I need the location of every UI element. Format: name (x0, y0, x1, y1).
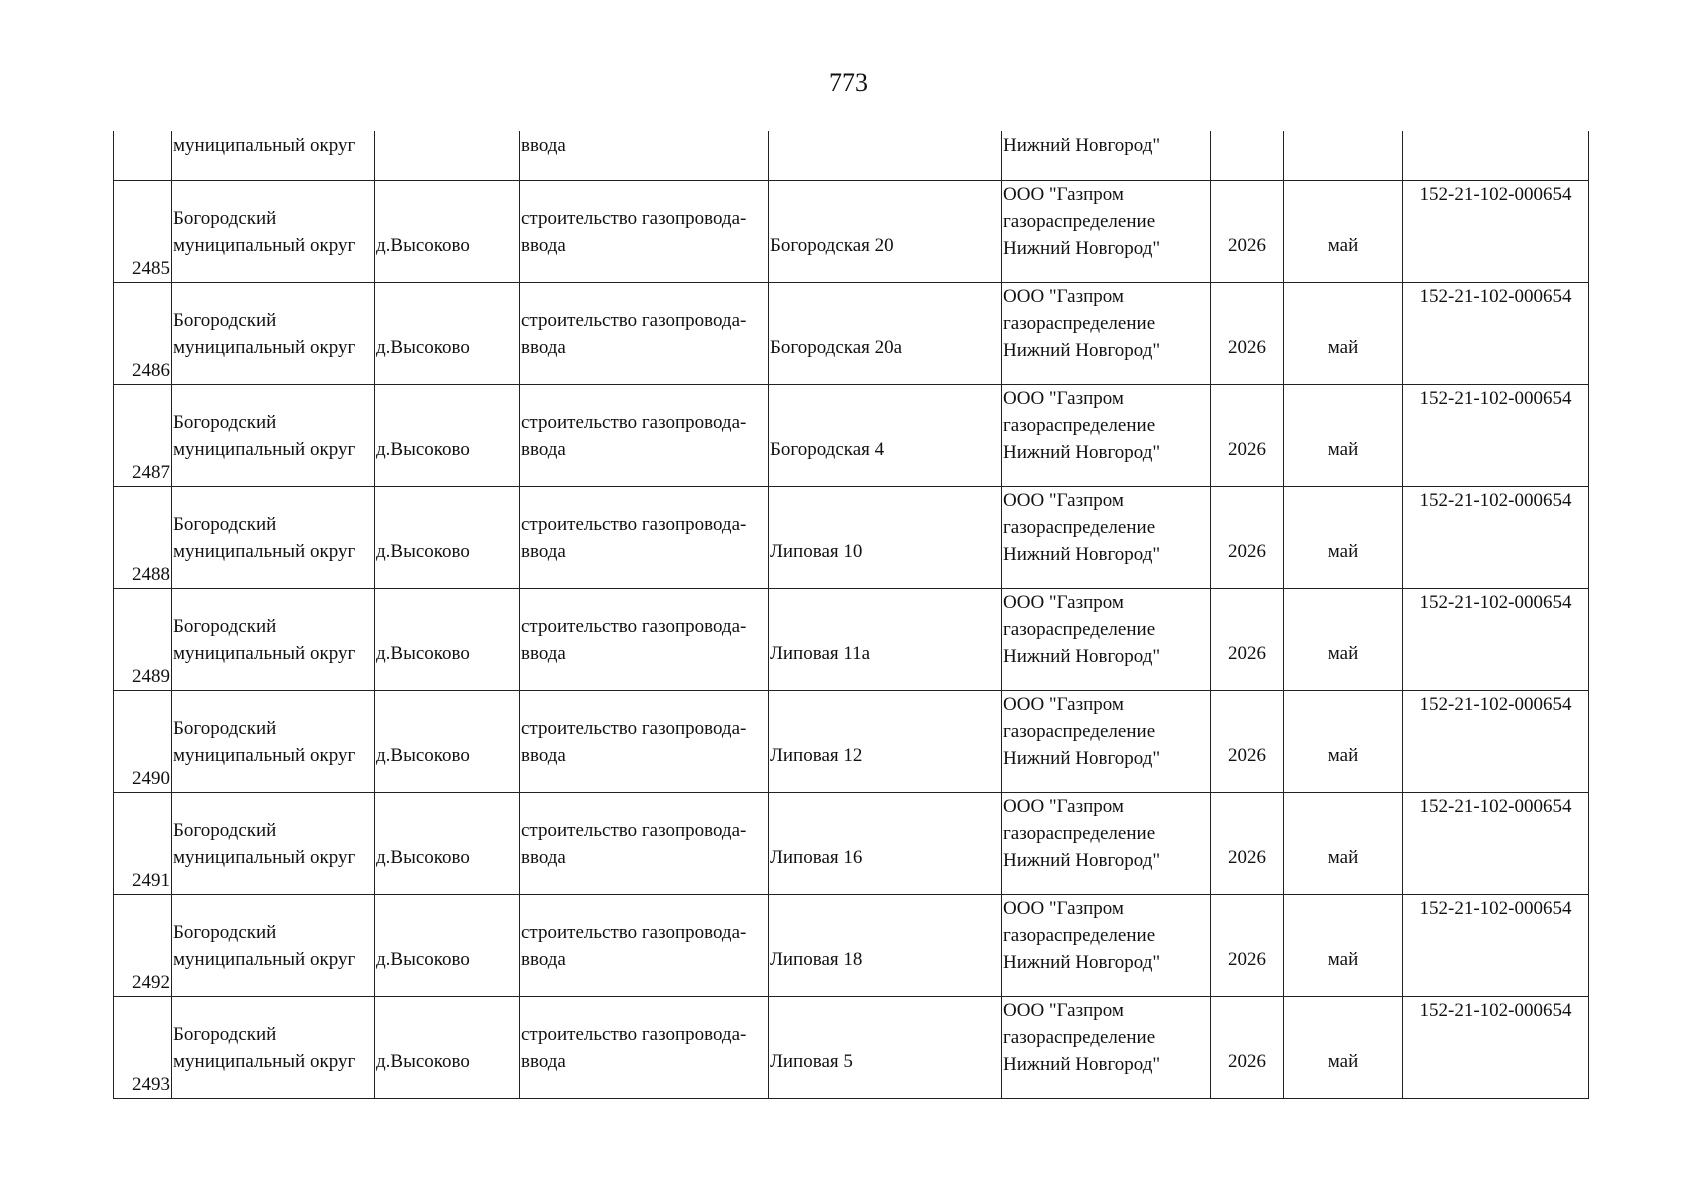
organization-cell (1002, 181, 1211, 283)
organization-line-2: газораспределение (1003, 721, 1156, 742)
address-cell (769, 691, 1002, 793)
table-row (114, 691, 1589, 793)
organization-cell (1002, 793, 1211, 895)
district-cell (172, 793, 375, 895)
locality-text: д.Высоково (376, 948, 470, 970)
row-number: 2489 (114, 589, 172, 691)
row-number: 2491 (114, 793, 172, 895)
year-cell (1211, 691, 1284, 793)
year-text: 2026 (1228, 336, 1266, 358)
work-type-cell (520, 589, 769, 691)
organization-cell (1002, 691, 1211, 793)
year-cell (1211, 283, 1284, 385)
address-cell (769, 895, 1002, 997)
locality-cell (375, 997, 520, 1099)
locality-text: д.Высоково (376, 846, 470, 868)
district-cell (172, 181, 375, 283)
district-line-1: Богородский (173, 1023, 277, 1045)
organization-line-2: газораспределение (1003, 313, 1156, 334)
locality-cell (375, 487, 520, 589)
work-type-line-2: ввода (521, 438, 566, 460)
work-type-line-1: строительство газопровода- (521, 207, 747, 229)
district-line-1: Богородский (173, 921, 277, 943)
cell-year (1211, 131, 1284, 181)
row-number: 2493 (114, 997, 172, 1099)
code-cell (1403, 283, 1589, 385)
row-number: 2485 (114, 181, 172, 283)
district-line-2: муниципальный округ (173, 1050, 356, 1072)
year-cell (1211, 793, 1284, 895)
district-line-2: муниципальный округ (173, 336, 356, 358)
organization-cell (1002, 589, 1211, 691)
row-number: 2490 (114, 691, 172, 793)
locality-cell (375, 589, 520, 691)
locality-cell (375, 895, 520, 997)
organization-line-1: ООО "Газпром (1003, 388, 1124, 409)
organization-line-2: газораспределение (1003, 925, 1156, 946)
organization-line-1: ООО "Газпром (1003, 184, 1124, 205)
year-cell (1211, 487, 1284, 589)
code-text: 152-21-102-000654 (1419, 490, 1572, 511)
year-cell (1211, 895, 1284, 997)
month-text: май (1327, 234, 1359, 256)
organization-line-2: газораспределение (1003, 619, 1156, 640)
work-type-line-2: ввода (521, 1050, 566, 1072)
address-cell (769, 385, 1002, 487)
row-number: 2492 (114, 895, 172, 997)
work-type-line: ввода (521, 135, 566, 156)
organization-line-2: газораспределение (1003, 415, 1156, 436)
work-type-line-1: строительство газопровода- (521, 819, 747, 841)
code-cell (1403, 997, 1589, 1099)
district-line-2: муниципальный округ (173, 438, 356, 460)
table-body (114, 131, 1589, 1099)
code-text: 152-21-102-000654 (1419, 1000, 1572, 1021)
month-text: май (1327, 744, 1359, 766)
locality-cell (375, 793, 520, 895)
cell-organization (1002, 131, 1211, 181)
district-cell (172, 997, 375, 1099)
locality-text: д.Высоково (376, 234, 470, 256)
organization-line: Нижний Новгород" (1003, 135, 1161, 156)
district-cell (172, 691, 375, 793)
address-cell (769, 997, 1002, 1099)
work-type-line-1: строительство газопровода- (521, 309, 747, 331)
year-cell (1211, 997, 1284, 1099)
month-text: май (1327, 1050, 1359, 1072)
organization-line-3: Нижний Новгород" (1003, 544, 1161, 565)
table-row (114, 895, 1589, 997)
address-cell (769, 589, 1002, 691)
locality-cell (375, 691, 520, 793)
address-cell (769, 283, 1002, 385)
code-text: 152-21-102-000654 (1419, 592, 1572, 613)
work-type-cell (520, 997, 769, 1099)
code-text: 152-21-102-000654 (1419, 694, 1572, 715)
month-cell (1284, 589, 1403, 691)
district-line-2: муниципальный округ (173, 846, 356, 868)
cell-num (114, 131, 172, 181)
locality-text: д.Высоково (376, 744, 470, 766)
month-cell (1284, 181, 1403, 283)
locality-cell (375, 181, 520, 283)
address-text: Липовая 11а (770, 642, 871, 664)
address-cell (769, 181, 1002, 283)
work-type-line-2: ввода (521, 948, 566, 970)
district-line-2: муниципальный округ (173, 642, 356, 664)
locality-text: д.Высоково (376, 642, 470, 664)
year-text: 2026 (1228, 438, 1266, 460)
organization-line-1: ООО "Газпром (1003, 592, 1124, 613)
year-cell (1211, 589, 1284, 691)
district-line: муниципальный округ (173, 135, 356, 156)
organization-cell (1002, 997, 1211, 1099)
code-cell (1403, 793, 1589, 895)
address-text: Липовая 10 (770, 540, 863, 562)
code-cell (1403, 895, 1589, 997)
organization-line-3: Нижний Новгород" (1003, 850, 1161, 871)
district-line-1: Богородский (173, 513, 277, 535)
district-line-1: Богородский (173, 819, 277, 841)
month-cell (1284, 487, 1403, 589)
organization-line-3: Нижний Новгород" (1003, 442, 1161, 463)
district-line-1: Богородский (173, 207, 277, 229)
work-type-line-1: строительство газопровода- (521, 1023, 747, 1045)
district-line-2: муниципальный округ (173, 234, 356, 256)
code-cell (1403, 385, 1589, 487)
row-number: 2487 (114, 385, 172, 487)
organization-line-3: Нижний Новгород" (1003, 646, 1161, 667)
month-text: май (1327, 642, 1359, 664)
row-number: 2486 (114, 283, 172, 385)
organization-line-2: газораспределение (1003, 211, 1156, 232)
work-type-line-2: ввода (521, 846, 566, 868)
address-cell (769, 487, 1002, 589)
organization-line-1: ООО "Газпром (1003, 490, 1124, 511)
address-text: Липовая 18 (770, 948, 863, 970)
month-text: май (1327, 948, 1359, 970)
code-cell (1403, 487, 1589, 589)
district-line-1: Богородский (173, 411, 277, 433)
work-type-line-2: ввода (521, 642, 566, 664)
address-text: Богородская 20 (770, 234, 894, 256)
gas-pipeline-schedule-table (113, 131, 1589, 1099)
code-text: 152-21-102-000654 (1419, 796, 1572, 817)
month-text: май (1327, 540, 1359, 562)
work-type-line-1: строительство газопровода- (521, 513, 747, 535)
organization-line-2: газораспределение (1003, 1027, 1156, 1048)
year-text: 2026 (1228, 948, 1266, 970)
district-line-2: муниципальный округ (173, 540, 356, 562)
year-text: 2026 (1228, 1050, 1266, 1072)
organization-cell (1002, 487, 1211, 589)
organization-line-2: газораспределение (1003, 823, 1156, 844)
work-type-line-2: ввода (521, 540, 566, 562)
district-line-1: Богородский (173, 615, 277, 637)
locality-cell (375, 385, 520, 487)
organization-line-2: газораспределение (1003, 517, 1156, 538)
month-cell (1284, 691, 1403, 793)
district-cell (172, 895, 375, 997)
organization-line-1: ООО "Газпром (1003, 898, 1124, 919)
organization-line-1: ООО "Газпром (1003, 1000, 1124, 1021)
continuation-row (114, 131, 1589, 181)
year-text: 2026 (1228, 846, 1266, 868)
work-type-cell (520, 487, 769, 589)
district-line-1: Богородский (173, 717, 277, 739)
cell-code (1403, 131, 1589, 181)
month-cell (1284, 895, 1403, 997)
code-cell (1403, 691, 1589, 793)
work-type-line-1: строительство газопровода- (521, 921, 747, 943)
cell-locality (375, 131, 520, 181)
district-cell (172, 385, 375, 487)
locality-cell (375, 283, 520, 385)
year-cell (1211, 181, 1284, 283)
organization-line-3: Нижний Новгород" (1003, 340, 1161, 361)
code-text: 152-21-102-000654 (1419, 286, 1572, 307)
district-line-2: муниципальный округ (173, 948, 356, 970)
organization-line-3: Нижний Новгород" (1003, 238, 1161, 259)
month-text: май (1327, 336, 1359, 358)
district-cell (172, 283, 375, 385)
organization-line-3: Нижний Новгород" (1003, 1054, 1161, 1075)
work-type-line-2: ввода (521, 234, 566, 256)
district-line-2: муниципальный округ (173, 744, 356, 766)
work-type-cell (520, 793, 769, 895)
work-type-cell (520, 283, 769, 385)
code-cell (1403, 589, 1589, 691)
organization-cell (1002, 895, 1211, 997)
address-text: Богородская 20а (770, 336, 903, 358)
table-row (114, 181, 1589, 283)
work-type-line-1: строительство газопровода- (521, 411, 747, 433)
district-line-1: Богородский (173, 309, 277, 331)
page-number: 773 (829, 68, 868, 97)
organization-line-1: ООО "Газпром (1003, 796, 1124, 817)
year-text: 2026 (1228, 744, 1266, 766)
cell-address (769, 131, 1002, 181)
table-row (114, 793, 1589, 895)
address-text: Богородская 4 (770, 438, 885, 460)
code-text: 152-21-102-000654 (1419, 388, 1572, 409)
organization-line-1: ООО "Газпром (1003, 694, 1124, 715)
code-text: 152-21-102-000654 (1419, 184, 1572, 205)
organization-line-3: Нижний Новгород" (1003, 952, 1161, 973)
cell-month (1284, 131, 1403, 181)
work-type-line-1: строительство газопровода- (521, 615, 747, 637)
locality-text: д.Высоково (376, 1050, 470, 1072)
organization-cell (1002, 283, 1211, 385)
locality-text: д.Высоково (376, 336, 470, 358)
year-text: 2026 (1228, 540, 1266, 562)
work-type-cell (520, 895, 769, 997)
cell-work-type (520, 131, 769, 181)
work-type-line-2: ввода (521, 744, 566, 766)
organization-line-1: ООО "Газпром (1003, 286, 1124, 307)
table-row (114, 997, 1589, 1099)
work-type-line-1: строительство газопровода- (521, 717, 747, 739)
month-text: май (1327, 846, 1359, 868)
organization-line-3: Нижний Новгород" (1003, 748, 1161, 769)
code-text: 152-21-102-000654 (1419, 898, 1572, 919)
table-row (114, 283, 1589, 385)
address-cell (769, 793, 1002, 895)
table-row (114, 589, 1589, 691)
year-text: 2026 (1228, 642, 1266, 664)
work-type-cell (520, 181, 769, 283)
work-type-cell (520, 385, 769, 487)
address-text: Липовая 16 (770, 846, 863, 868)
organization-cell (1002, 385, 1211, 487)
year-cell (1211, 385, 1284, 487)
row-number: 2488 (114, 487, 172, 589)
locality-text: д.Высоково (376, 540, 470, 562)
month-cell (1284, 997, 1403, 1099)
address-text: Липовая 12 (770, 744, 863, 766)
district-cell (172, 589, 375, 691)
work-type-line-2: ввода (521, 336, 566, 358)
code-cell (1403, 181, 1589, 283)
work-type-cell (520, 691, 769, 793)
year-text: 2026 (1228, 234, 1266, 256)
month-cell (1284, 793, 1403, 895)
address-text: Липовая 5 (770, 1050, 853, 1072)
cell-district (172, 131, 375, 181)
month-text: май (1327, 438, 1359, 460)
table-row (114, 385, 1589, 487)
locality-text: д.Высоково (376, 438, 470, 460)
month-cell (1284, 385, 1403, 487)
table-row (114, 487, 1589, 589)
month-cell (1284, 283, 1403, 385)
district-cell (172, 487, 375, 589)
